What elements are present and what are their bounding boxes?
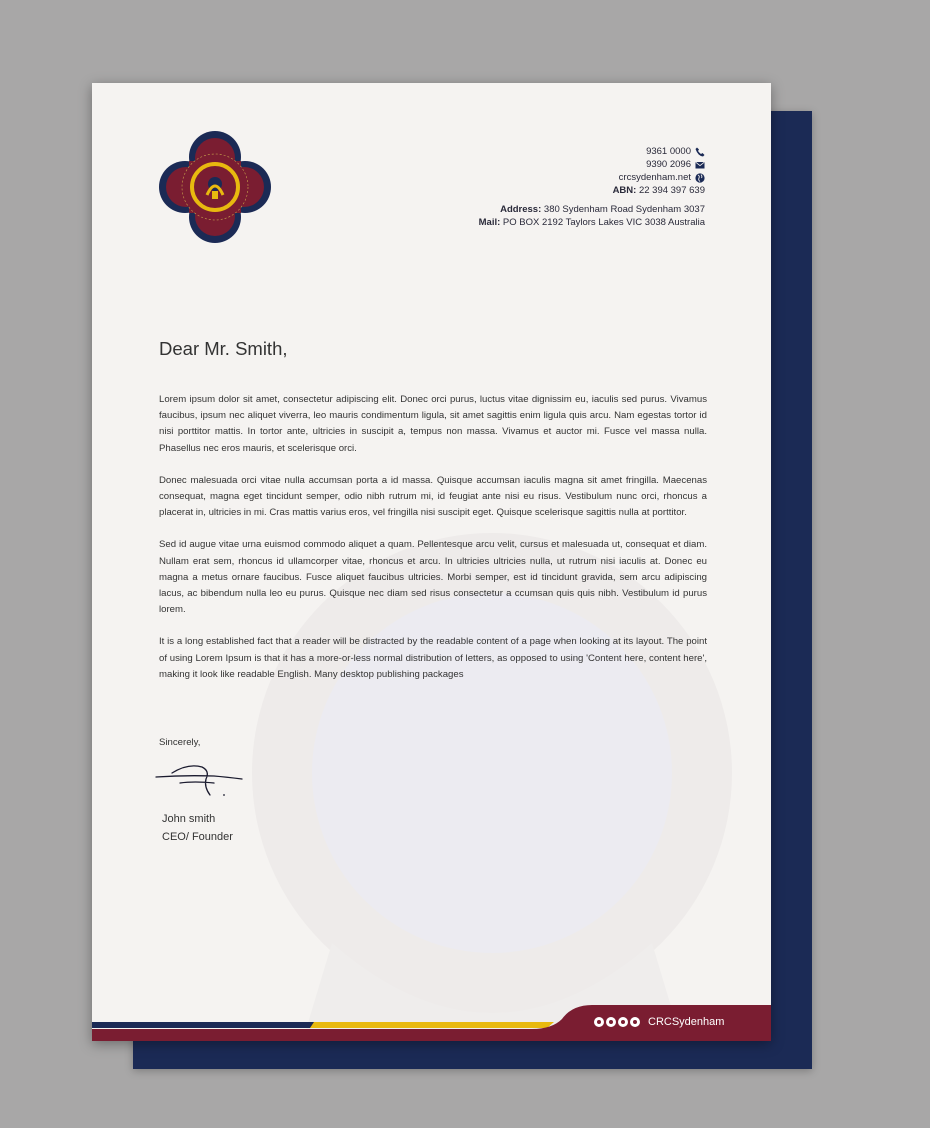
body-paragraph: Donec malesuada orci vitae nulla accumsan porta a id massa. Quisque accumsan iaculis magna sit amet fringilla. Maecenas consequat, magna eget tincidunt semper, odio nibh rutrum mi, id feugiat ante nisi eu risus. Vestibulum nunc orci, rhoncus a placerat in, ultricies in mi. Cras mattis varius eros, vel fringilla nisi suscipit eget. Quisque scelerisque sagittis nulla at porttitor. [159, 474, 707, 519]
letterhead-page [92, 83, 771, 1041]
letter-body [159, 392, 707, 699]
social-links [594, 1016, 724, 1028]
phone-number: 9361 0000 [646, 146, 691, 157]
envelope-icon [695, 160, 705, 170]
mail-row [479, 216, 705, 229]
contact-block [479, 145, 705, 229]
body-paragraph: Sed id augue vitae urna euismod commodo aliquet a quam. Pellentesque arcu velit, cursus et malesuada ut, consequat et diam. Nullam erat sem, rhoncus id ullamcorper vitae, rhoncus et arcu. In ultricies ultricies nulla, ut rutrum nisi iaculis at. Donec eu magna a metus ornare faucibus. Fusce aliquet faucibus ultricies. Morbi semper, est id tincidunt gravida, sem arcu adipiscing lacus, ac bibendum nulla leo eu purus. Quisque nec diam sed risus consectetur a ccumsan quis quis nibh. Vestibulum id purus lorem. [159, 539, 707, 616]
address-row [479, 203, 705, 216]
fax-row [479, 158, 705, 171]
abn-value: 22 394 397 639 [638, 185, 705, 196]
letter-closing: Sincerely, [159, 737, 201, 748]
phone-icon [695, 147, 705, 157]
abn-label: ABN: [612, 185, 637, 196]
signer-name: John smith [162, 813, 216, 825]
social-handle[interactable]: CRCSydenham [648, 1016, 725, 1028]
mail-value: PO BOX 2192 Taylors Lakes VIC 3038 Australia [502, 217, 705, 228]
signer-title: CEO/ Founder [162, 831, 233, 843]
phone-row [479, 145, 705, 158]
signer-block [162, 810, 233, 846]
twitter-icon[interactable] [594, 1017, 604, 1027]
body-paragraph: It is a long established fact that a reader will be distracted by the readable content of a page when looking at its layout. The point of using Lorem Ipsum is that it has a more-or-less normal distribution of letters, as opposed to using 'Content here, content here', making it look like readable English. Many desktop publishing packages [159, 636, 707, 680]
globe-icon [695, 173, 705, 183]
address-value: 380 Sydenham Road Sydenham 3037 [543, 204, 705, 215]
facebook-icon[interactable] [618, 1017, 628, 1027]
mail-label: Mail: [478, 217, 501, 228]
handwritten-signature [154, 755, 246, 801]
school-logo [159, 131, 271, 243]
youtube-icon[interactable] [630, 1017, 640, 1027]
address-label: Address: [500, 204, 542, 215]
letter-greeting: Dear Mr. Smith, [159, 338, 288, 359]
fax-number: 9390 2096 [646, 159, 691, 170]
body-paragraph: Lorem ipsum dolor sit amet, consectetur adipiscing elit. Donec orci purus, luctus vitae dignissim eu, iaculis sed purus. Vivamus faucibus, ipsum nec aliquet viverra, leo mauris condimentum ligula, sit amet sagittis enim ligula quis arcu. Nam egestas tortor id nisi porttitor mattis. In tortor ante, ultricies in suscipit a, tempus non massa. Vivamus et auctor mi. Fusce vel massa nulla. Phasellus nec eros mauris, et scelerisque orci. [159, 394, 707, 454]
pinterest-icon[interactable] [606, 1017, 616, 1027]
abn-row [479, 184, 705, 197]
website-row [479, 171, 705, 184]
website-url[interactable]: crcsydenham.net [618, 172, 691, 183]
